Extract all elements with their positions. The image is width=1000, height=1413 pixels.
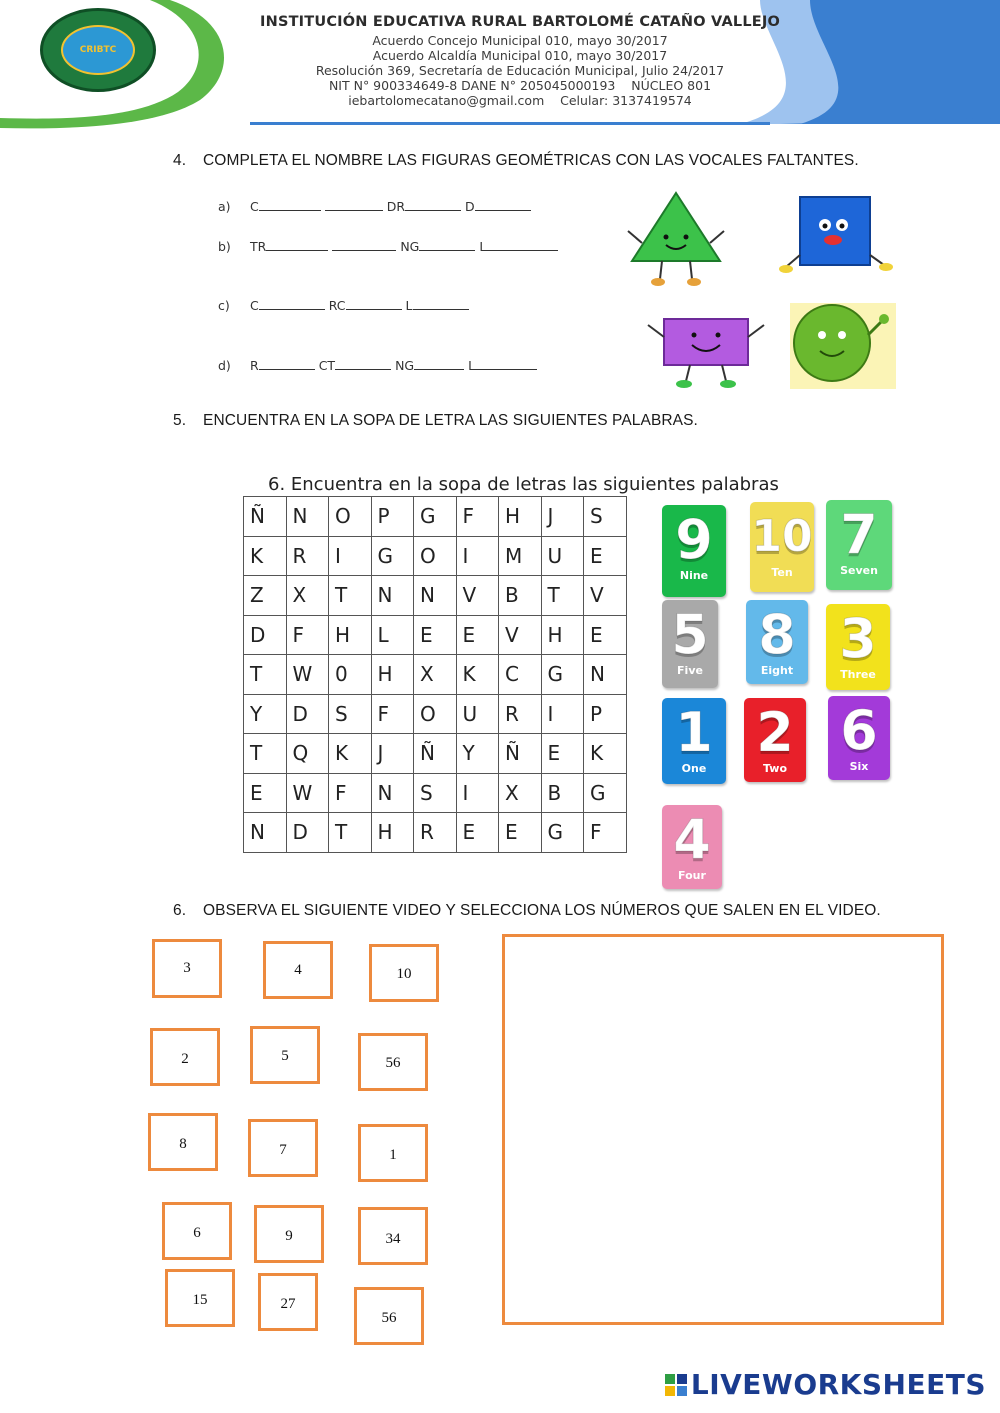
liveworksheets-mark-icon bbox=[665, 1374, 687, 1396]
fill-row-a bbox=[218, 198, 535, 214]
word-search-cell[interactable]: H bbox=[371, 655, 414, 695]
number-card-word: Two bbox=[762, 762, 787, 775]
number-option-box[interactable] bbox=[358, 1207, 428, 1265]
word-search-cell[interactable]: J bbox=[541, 497, 584, 537]
row-label: c) bbox=[218, 298, 230, 313]
number-option-label: 56 bbox=[381, 1310, 397, 1326]
number-option-label: 10 bbox=[396, 966, 412, 982]
number-option-box[interactable] bbox=[358, 1033, 428, 1091]
word-search-cell[interactable]: G bbox=[541, 655, 584, 695]
word-search-cell[interactable]: X bbox=[414, 655, 457, 695]
number-option-label: 9 bbox=[285, 1228, 293, 1244]
number-card-word: Six bbox=[849, 760, 869, 773]
word-search-cell[interactable]: V bbox=[584, 576, 627, 616]
word-search-cell[interactable]: H bbox=[371, 813, 414, 853]
blank-input[interactable] bbox=[325, 198, 383, 211]
number-option-label: 1 bbox=[389, 1147, 397, 1163]
number-option-box[interactable] bbox=[354, 1287, 424, 1345]
word-search-cell[interactable]: G bbox=[541, 813, 584, 853]
word-search-cell[interactable]: Z bbox=[244, 576, 287, 616]
word-search-row bbox=[244, 813, 627, 853]
question-6-number: 6. bbox=[173, 902, 187, 919]
number-option-label: 3 bbox=[183, 960, 191, 976]
word-search-cell[interactable]: S bbox=[329, 694, 372, 734]
school-name: INSTITUCIÓN EDUCATIVA RURAL BARTOLOMÉ CATAÑO VALLEJO bbox=[260, 14, 780, 30]
fill-row-c bbox=[218, 297, 473, 313]
word-search-cell[interactable]: B bbox=[499, 576, 542, 616]
word-search-cell[interactable]: G bbox=[584, 773, 627, 813]
word-search-cell[interactable]: E bbox=[244, 773, 287, 813]
word-search-cell[interactable]: X bbox=[499, 773, 542, 813]
blank-input[interactable] bbox=[332, 238, 396, 251]
word-search-cell[interactable]: K bbox=[584, 734, 627, 774]
number-card-word: Nine bbox=[679, 569, 709, 582]
blank-input[interactable] bbox=[419, 238, 475, 251]
letter-segment: L bbox=[468, 358, 476, 373]
question-4-heading bbox=[173, 152, 859, 170]
blank-input[interactable] bbox=[475, 198, 531, 211]
word-search-cell[interactable]: Ñ bbox=[414, 734, 457, 774]
liveworksheets-brand-text: LIVEWORKSHEETS bbox=[690, 1368, 986, 1401]
number-card-five bbox=[662, 600, 718, 688]
word-search-cell[interactable]: F bbox=[371, 694, 414, 734]
question-4-number: 4. bbox=[173, 152, 187, 169]
number-option-label: 34 bbox=[385, 1231, 401, 1247]
blank-input[interactable] bbox=[413, 297, 469, 310]
word-search-grid bbox=[243, 496, 627, 853]
word-search-cell[interactable]: S bbox=[414, 773, 457, 813]
number-card-three bbox=[826, 604, 890, 690]
number-option-label: 15 bbox=[192, 1292, 208, 1308]
word-search-cell[interactable]: P bbox=[371, 497, 414, 537]
number-card-word: One bbox=[681, 762, 707, 775]
word-search-cell[interactable]: U bbox=[541, 536, 584, 576]
word-search-cell[interactable]: Q bbox=[286, 734, 329, 774]
word-search-cell[interactable]: F bbox=[456, 497, 499, 537]
number-option-box[interactable] bbox=[258, 1273, 318, 1331]
word-search-cell[interactable]: E bbox=[456, 813, 499, 853]
school-logo-emblem: CRIBTC bbox=[61, 25, 135, 75]
header-line-4: NIT N° 900334649-8 DANE N° 205045000193 NÚCLEO 801 bbox=[328, 78, 712, 93]
number-card-digit: 10 bbox=[751, 511, 813, 562]
word-search-cell[interactable]: D bbox=[286, 813, 329, 853]
word-search-cell[interactable]: H bbox=[541, 615, 584, 655]
number-option-box[interactable] bbox=[152, 939, 222, 998]
square-character-icon bbox=[779, 197, 893, 273]
liveworksheets-logo bbox=[665, 1368, 986, 1401]
number-card-ten bbox=[750, 502, 814, 592]
word-search-cell[interactable]: P bbox=[584, 694, 627, 734]
number-card-one bbox=[662, 698, 726, 784]
blank-input[interactable] bbox=[266, 238, 328, 251]
word-search-cell[interactable]: N bbox=[286, 497, 329, 537]
number-option-label: 27 bbox=[280, 1296, 296, 1312]
question-6-text: OBSERVA EL SIGUIENTE VIDEO Y SELECCIONA LOS NÚMEROS QUE SALEN EN EL VIDEO. bbox=[203, 902, 881, 919]
word-search-cell[interactable]: V bbox=[499, 615, 542, 655]
word-search-cell[interactable]: E bbox=[414, 615, 457, 655]
word-search-row bbox=[244, 655, 627, 695]
number-card-digit: 6 bbox=[840, 699, 878, 762]
number-card-digit: 7 bbox=[840, 503, 878, 566]
letter-segment: NG bbox=[400, 239, 420, 254]
word-search-cell[interactable]: O bbox=[414, 536, 457, 576]
word-search-cell[interactable]: Ñ bbox=[244, 497, 287, 537]
circle-character-icon bbox=[790, 303, 896, 389]
number-option-box[interactable] bbox=[358, 1124, 428, 1182]
word-search-row bbox=[244, 536, 627, 576]
letter-segment: R bbox=[250, 358, 259, 373]
word-search-title: 6. Encuentra en la sopa de letras las siguientes palabras bbox=[268, 474, 779, 495]
word-search-cell[interactable]: G bbox=[414, 497, 457, 537]
number-card-eight bbox=[746, 600, 808, 684]
word-search-cell[interactable]: I bbox=[541, 694, 584, 734]
word-search-row bbox=[244, 576, 627, 616]
word-search-cell[interactable]: G bbox=[371, 536, 414, 576]
word-search-cell[interactable]: W bbox=[286, 773, 329, 813]
row-label: a) bbox=[218, 199, 231, 214]
word-search-cell[interactable]: T bbox=[244, 655, 287, 695]
word-search-cell[interactable]: D bbox=[244, 615, 287, 655]
word-search-cell[interactable]: N bbox=[414, 576, 457, 616]
number-option-label: 4 bbox=[294, 962, 302, 978]
blank-input[interactable] bbox=[414, 357, 464, 370]
answer-drop-area[interactable] bbox=[502, 934, 944, 1325]
number-card-digit: 8 bbox=[758, 603, 796, 666]
number-card-digit: 4 bbox=[673, 808, 711, 871]
word-search-cell[interactable]: R bbox=[414, 813, 457, 853]
word-search-cell[interactable]: T bbox=[541, 576, 584, 616]
word-search-cell[interactable]: E bbox=[499, 813, 542, 853]
blank-input[interactable] bbox=[259, 297, 325, 310]
blank-input[interactable] bbox=[259, 357, 315, 370]
header-line-5: iebartolomecatano@gmail.com Celular: 3137419574 bbox=[348, 93, 692, 108]
number-card-digit: 5 bbox=[671, 603, 709, 666]
number-option-box[interactable] bbox=[150, 1028, 220, 1086]
number-card-word: Five bbox=[677, 664, 703, 677]
word-search-row bbox=[244, 773, 627, 813]
letter-segment: NG bbox=[395, 358, 415, 373]
row-label: d) bbox=[218, 358, 231, 373]
word-search-cell[interactable]: X bbox=[286, 576, 329, 616]
word-search-cell[interactable]: E bbox=[584, 536, 627, 576]
row-label: b) bbox=[218, 239, 231, 254]
letter-segment: TR bbox=[250, 239, 267, 254]
number-card-word: Seven bbox=[840, 564, 878, 577]
word-search-row bbox=[244, 694, 627, 734]
word-search-cell[interactable]: V bbox=[456, 576, 499, 616]
letter-segment: L bbox=[405, 298, 413, 313]
word-search-cell[interactable]: N bbox=[371, 576, 414, 616]
number-card-digit: 1 bbox=[675, 701, 713, 764]
word-search-cell[interactable]: J bbox=[371, 734, 414, 774]
word-search-cell[interactable]: N bbox=[244, 813, 287, 853]
number-option-box[interactable] bbox=[165, 1269, 235, 1327]
word-search-cell[interactable]: T bbox=[329, 576, 372, 616]
blank-input[interactable] bbox=[486, 238, 558, 251]
question-5-text: ENCUENTRA EN LA SOPA DE LETRA LAS SIGUIENTES PALABRAS. bbox=[203, 412, 698, 429]
word-search-cell[interactable]: I bbox=[456, 773, 499, 813]
blank-input[interactable] bbox=[405, 198, 461, 211]
number-card-seven bbox=[826, 500, 892, 590]
question-5-number: 5. bbox=[173, 412, 187, 429]
word-search-cell[interactable]: K bbox=[329, 734, 372, 774]
letter-segment: RC bbox=[328, 298, 346, 313]
number-card-nine bbox=[662, 505, 726, 597]
fill-row-b bbox=[218, 238, 562, 254]
word-search-cell[interactable]: R bbox=[286, 536, 329, 576]
header-underline bbox=[250, 122, 770, 125]
word-search-row bbox=[244, 734, 627, 774]
letter-segment: CT bbox=[318, 358, 336, 373]
number-card-four bbox=[662, 805, 722, 889]
word-search-cell[interactable]: S bbox=[584, 497, 627, 537]
number-card-six bbox=[828, 696, 890, 780]
number-option-box[interactable] bbox=[369, 944, 439, 1002]
word-search-cell[interactable]: W bbox=[286, 655, 329, 695]
word-search-row bbox=[244, 497, 627, 537]
word-search-cell[interactable]: D bbox=[286, 694, 329, 734]
number-option-box[interactable] bbox=[250, 1026, 320, 1084]
header-line-1: Acuerdo Concejo Municipal 010, mayo 30/2017 bbox=[372, 33, 668, 48]
number-card-digit: 3 bbox=[839, 607, 877, 670]
letter-segment: L bbox=[479, 239, 487, 254]
number-card-word: Three bbox=[840, 668, 876, 681]
word-search-cell[interactable]: O bbox=[414, 694, 457, 734]
word-search-cell[interactable]: E bbox=[584, 615, 627, 655]
number-card-word: Four bbox=[678, 869, 706, 882]
letter-segment: C bbox=[250, 298, 259, 313]
word-search-cell[interactable]: K bbox=[244, 536, 287, 576]
word-search-cell[interactable]: Ñ bbox=[499, 734, 542, 774]
word-search-cell[interactable]: I bbox=[456, 536, 499, 576]
word-search-cell[interactable]: T bbox=[244, 734, 287, 774]
word-search-cell[interactable]: T bbox=[329, 813, 372, 853]
header-text-block bbox=[240, 14, 800, 108]
number-option-label: 56 bbox=[385, 1055, 401, 1071]
word-search-cell[interactable]: E bbox=[456, 615, 499, 655]
number-option-box[interactable] bbox=[148, 1113, 218, 1171]
question-4-text: COMPLETA EL NOMBRE LAS FIGURAS GEOMÉTRICAS CON LAS VOCALES FALTANTES. bbox=[203, 152, 859, 169]
blank-input[interactable] bbox=[335, 357, 391, 370]
number-card-word: Ten bbox=[771, 566, 793, 579]
word-search-cell[interactable]: H bbox=[499, 497, 542, 537]
word-search-cell[interactable]: C bbox=[499, 655, 542, 695]
geometric-shapes-illustration bbox=[620, 185, 920, 400]
blank-input[interactable] bbox=[346, 297, 402, 310]
number-card-digit: 9 bbox=[675, 508, 713, 571]
blank-input[interactable] bbox=[475, 357, 537, 370]
header-line-3: Resolución 369, Secretaría de Educación Municipal, Julio 24/2017 bbox=[315, 63, 725, 78]
word-search-cell[interactable]: R bbox=[499, 694, 542, 734]
school-logo bbox=[40, 8, 156, 92]
triangle-character-icon bbox=[628, 193, 724, 286]
word-search-cell[interactable]: N bbox=[371, 773, 414, 813]
word-search-cell[interactable]: F bbox=[329, 773, 372, 813]
question-6-heading bbox=[173, 902, 881, 920]
number-option-box[interactable] bbox=[162, 1202, 232, 1260]
word-search-cell[interactable]: 0 bbox=[329, 655, 372, 695]
word-search-cell[interactable]: O bbox=[329, 497, 372, 537]
word-search-cell[interactable]: N bbox=[584, 655, 627, 695]
word-search-cell[interactable]: Y bbox=[456, 734, 499, 774]
number-option-box[interactable] bbox=[263, 941, 333, 999]
word-search-cell[interactable]: K bbox=[456, 655, 499, 695]
number-option-label: 5 bbox=[281, 1048, 289, 1064]
word-search-cell[interactable]: I bbox=[329, 536, 372, 576]
number-option-box[interactable] bbox=[248, 1119, 318, 1177]
number-card-word: Eight bbox=[760, 664, 794, 677]
number-option-label: 7 bbox=[279, 1142, 287, 1158]
header-line-2: Acuerdo Alcaldía Municipal 010, mayo 30/2017 bbox=[372, 48, 668, 63]
question-5-heading bbox=[173, 412, 698, 430]
word-search-row bbox=[244, 615, 627, 655]
number-option-box[interactable] bbox=[254, 1205, 324, 1263]
word-search-cell[interactable]: F bbox=[584, 813, 627, 853]
rectangle-character-icon bbox=[648, 319, 764, 388]
number-option-label: 6 bbox=[193, 1225, 201, 1241]
number-card-digit: 2 bbox=[756, 701, 794, 764]
word-search-cell[interactable]: F bbox=[286, 615, 329, 655]
number-card-two bbox=[744, 698, 806, 782]
letter-segment: D bbox=[465, 199, 475, 214]
letter-segment: DR bbox=[386, 199, 406, 214]
fill-row-d bbox=[218, 357, 541, 373]
word-search-cell[interactable]: E bbox=[541, 734, 584, 774]
number-option-label: 8 bbox=[179, 1136, 187, 1152]
blank-input[interactable] bbox=[259, 198, 321, 211]
number-option-label: 2 bbox=[181, 1051, 189, 1067]
letter-segment: C bbox=[250, 199, 259, 214]
word-search-cell[interactable]: B bbox=[541, 773, 584, 813]
word-search-cell[interactable]: M bbox=[499, 536, 542, 576]
word-search-cell[interactable]: Y bbox=[244, 694, 287, 734]
word-search-cell[interactable]: U bbox=[456, 694, 499, 734]
word-search-cell[interactable]: L bbox=[371, 615, 414, 655]
word-search-cell[interactable]: H bbox=[329, 615, 372, 655]
